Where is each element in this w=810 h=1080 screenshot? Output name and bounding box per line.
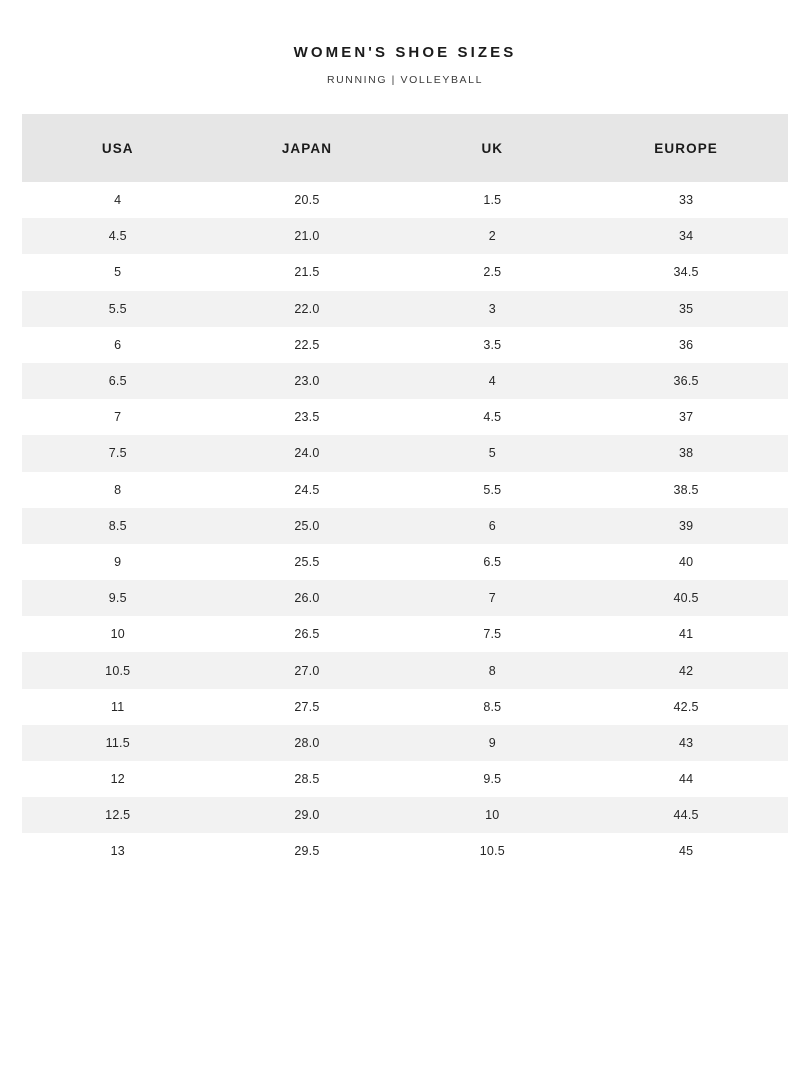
size-cell: 24.0 (214, 435, 401, 471)
size-cell: 42 (584, 652, 788, 688)
table-row (22, 616, 788, 652)
size-cell: 7 (22, 399, 214, 435)
size-cell: 5 (400, 435, 584, 471)
size-cell: 11 (22, 689, 214, 725)
table-row (22, 508, 788, 544)
size-cell: 4 (22, 182, 214, 218)
table-row (22, 544, 788, 580)
table-row (22, 652, 788, 688)
size-table-container (22, 114, 788, 870)
size-cell: 38.5 (584, 472, 788, 508)
page-subtitle: RUNNING | VOLLEYBALL (326, 74, 484, 86)
size-cell: 25.5 (214, 544, 401, 580)
size-cell: 2 (400, 218, 584, 254)
size-cell: 11.5 (22, 725, 214, 761)
size-cell: 10.5 (22, 652, 214, 688)
size-cell: 9.5 (22, 580, 214, 616)
size-cell: 33 (584, 182, 788, 218)
size-cell: 8.5 (400, 689, 584, 725)
size-cell: 21.0 (214, 218, 401, 254)
page-header (22, 0, 788, 86)
table-row (22, 797, 788, 833)
page-title: WOMEN'S SHOE SIZES (293, 44, 517, 61)
size-cell: 23.5 (214, 399, 401, 435)
table-row (22, 182, 788, 218)
size-cell: 21.5 (214, 254, 401, 290)
table-row (22, 254, 788, 290)
size-cell: 3.5 (400, 327, 584, 363)
table-body (22, 182, 788, 870)
size-cell: 42.5 (584, 689, 788, 725)
size-cell: 28.0 (214, 725, 401, 761)
size-cell: 40 (584, 544, 788, 580)
size-cell: 12 (22, 761, 214, 797)
table-header-row (22, 114, 788, 182)
size-cell: 38 (584, 435, 788, 471)
size-cell: 10 (22, 616, 214, 652)
size-cell: 37 (584, 399, 788, 435)
size-cell: 10 (400, 797, 584, 833)
size-cell: 41 (584, 616, 788, 652)
column-header-japan: JAPAN (214, 114, 401, 182)
column-header-usa: USA (22, 114, 214, 182)
table-header (22, 114, 788, 182)
table-row (22, 689, 788, 725)
size-cell: 39 (584, 508, 788, 544)
size-cell: 8 (22, 472, 214, 508)
table-row (22, 833, 788, 869)
size-cell: 35 (584, 291, 788, 327)
size-cell: 6 (22, 327, 214, 363)
size-cell: 29.5 (214, 833, 401, 869)
size-conversion-table (22, 114, 788, 870)
size-cell: 34.5 (584, 254, 788, 290)
size-cell: 29.0 (214, 797, 401, 833)
size-cell: 7.5 (22, 435, 214, 471)
table-row (22, 472, 788, 508)
size-cell: 4 (400, 363, 584, 399)
size-cell: 25.0 (214, 508, 401, 544)
size-cell: 4.5 (400, 399, 584, 435)
size-cell: 1.5 (400, 182, 584, 218)
size-cell: 9 (22, 544, 214, 580)
column-header-europe: EUROPE (584, 114, 788, 182)
size-cell: 26.5 (214, 616, 401, 652)
table-row (22, 399, 788, 435)
size-cell: 45 (584, 833, 788, 869)
size-cell: 20.5 (214, 182, 401, 218)
size-cell: 6 (400, 508, 584, 544)
size-cell: 22.0 (214, 291, 401, 327)
table-row (22, 327, 788, 363)
size-cell: 43 (584, 725, 788, 761)
size-cell: 24.5 (214, 472, 401, 508)
size-cell: 28.5 (214, 761, 401, 797)
size-cell: 8.5 (22, 508, 214, 544)
table-row (22, 218, 788, 254)
column-header-uk: UK (400, 114, 584, 182)
size-cell: 9.5 (400, 761, 584, 797)
size-cell: 36.5 (584, 363, 788, 399)
size-cell: 27.5 (214, 689, 401, 725)
size-cell: 6.5 (22, 363, 214, 399)
size-cell: 26.0 (214, 580, 401, 616)
size-cell: 40.5 (584, 580, 788, 616)
size-cell: 5.5 (400, 472, 584, 508)
table-row (22, 761, 788, 797)
table-row (22, 291, 788, 327)
size-cell: 36 (584, 327, 788, 363)
size-cell: 27.0 (214, 652, 401, 688)
size-cell: 5 (22, 254, 214, 290)
size-cell: 8 (400, 652, 584, 688)
size-cell: 22.5 (214, 327, 401, 363)
size-cell: 6.5 (400, 544, 584, 580)
size-cell: 34 (584, 218, 788, 254)
size-cell: 4.5 (22, 218, 214, 254)
size-cell: 2.5 (400, 254, 584, 290)
size-cell: 5.5 (22, 291, 214, 327)
table-row (22, 363, 788, 399)
size-cell: 13 (22, 833, 214, 869)
size-cell: 7.5 (400, 616, 584, 652)
size-cell: 12.5 (22, 797, 214, 833)
size-cell: 23.0 (214, 363, 401, 399)
size-cell: 9 (400, 725, 584, 761)
size-cell: 7 (400, 580, 584, 616)
size-cell: 3 (400, 291, 584, 327)
size-cell: 44.5 (584, 797, 788, 833)
table-row (22, 580, 788, 616)
table-row (22, 725, 788, 761)
table-row (22, 435, 788, 471)
size-cell: 10.5 (400, 833, 584, 869)
size-cell: 44 (584, 761, 788, 797)
